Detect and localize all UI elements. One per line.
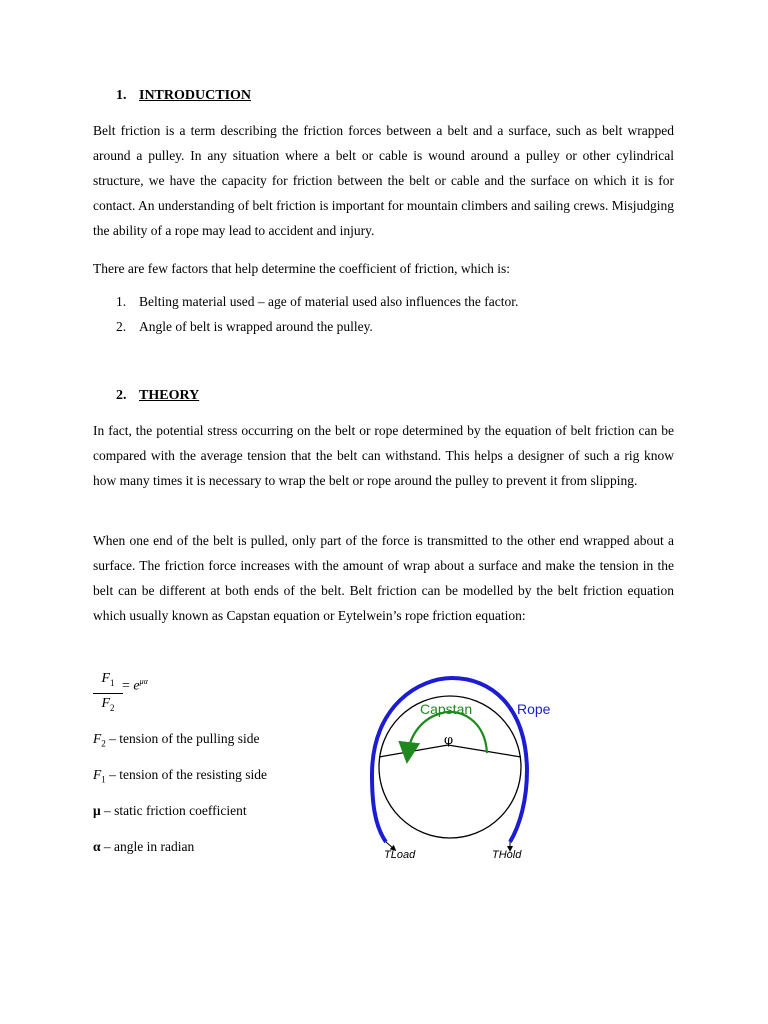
load-arrow [386,842,394,849]
section-heading-introduction [116,88,251,104]
legend-f2: $F_2$ – tension of the pulling side [93,731,260,749]
section-title: INTRODUCTION [139,88,252,103]
rope-label: Rope [517,701,551,717]
equation-denominator: $F_2$ [101,695,115,713]
legend-f1: $F_1$ – tension of the resisting side [93,767,267,785]
equation-fraction [93,670,123,717]
hold-label: THold [492,849,522,861]
legend-mu: μ – static friction coefficient [93,803,247,818]
theory-paragraph-1: In fact, the potential stress occurring on the belt or rope determined by the equation of belt friction can be compared with the average tension that the belt can withstand. This helps a designer of such a rig know how many times it is necessary to wrap the belt or rope around the pulley to prevent it from slipping. [93,423,674,488]
capstan-label: Capstan [420,701,473,717]
section-title: THEORY [139,388,200,403]
equation-numerator: $F_1$ [101,671,115,688]
capstan-diagram [360,675,560,865]
list-item: 2. Angle of belt is wrapped around the pulley. [116,319,373,334]
section-number: 1. [116,88,127,103]
angle-label: φ [444,733,454,748]
fraction-bar [93,693,123,694]
section-heading-theory [116,388,199,404]
legend-alpha: α – angle in radian [93,839,195,854]
intro-paragraph-2: There are few factors that help determine the coefficient of friction, which is: [93,261,510,276]
section-number: 2. [116,388,127,403]
intro-paragraph-1: Belt friction is a term describing the friction forces between a belt and a surface, such as belt wrapped around a pulley. In any situation where a belt or cable is wound around a pulley or other cylindrical structure, we have the capacity for friction between the belt or cable and the surface on which it is for contact. An understanding of belt friction is important for mountain climbers and sailing crews. Misjudging the ability of a rope may lead to accident and injury. [93,123,674,238]
load-label: TLoad [384,849,416,861]
equation-rhs: = $e^{\mu\alpha}$ [122,677,148,694]
list-item: 1. Belting material used – age of material used also influences the factor. [116,294,519,309]
capstan-circle [379,696,521,838]
theory-paragraph-2: When one end of the belt is pulled, only part of the force is transmitted to the other end wrapped about a surface. The friction force increases with the amount of wrap about a surface and make the tension in the belt can be different at both ends of the belt. Belt friction can be modelled by the belt friction equation which usually known as Capstan equation or Eytelwein’s rope friction equation: [93,533,674,623]
